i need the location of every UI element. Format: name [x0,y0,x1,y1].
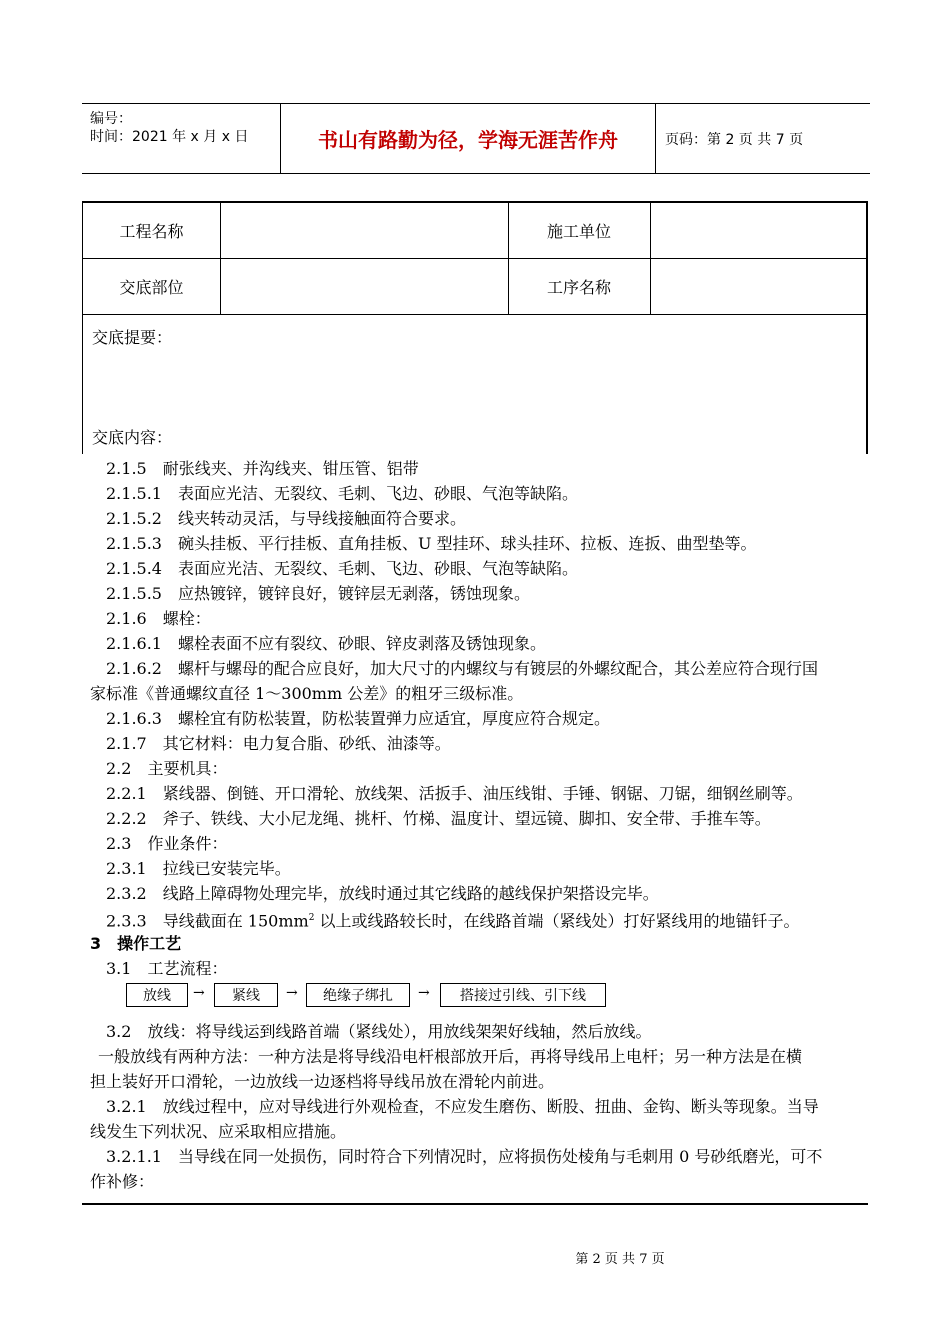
content-line: 2.1.6 螺栓： [106,609,211,628]
summary-label: 交底提要： [92,328,173,347]
content-line: 2.1.5.4 表面应光洁、无裂纹、毛刺、飞边、砂眼、气泡等缺陷。 [106,559,578,578]
content-label: 交底内容： [92,428,173,447]
content-line: 担上装好开口滑轮，一边放线一边逐档将导线吊放在滑轮内前进。 [90,1072,555,1091]
handover-content [90,456,860,1194]
handover-table [82,201,868,454]
date-label: 时间：2021 年 x 月 x 日 [90,129,249,145]
handover-part-value[interactable] [221,259,508,314]
header-page-cell [655,104,870,173]
content-line: 2.1.5 耐张线夹、并沟线夹、钳压管、铝带 [106,459,419,478]
content-line: 一般放线有两种方法：一种方法是将导线沿电杆根部放开后，再将导线吊上电杆；另一种方法是在横 [98,1047,803,1066]
process-flow [90,981,860,1015]
content-line [90,906,860,931]
bottom-rule [82,1203,868,1205]
content-line: 2.3.1 拉线已安装完毕。 [106,859,291,878]
page-info: 页码：第 2 页 共 7 页 [665,131,804,148]
page-footer: 第 2 页 共 7 页 [575,1252,665,1267]
content-line: 2.1.7 其它材料：电力复合脂、砂纸、油漆等。 [106,734,451,753]
superscript: 2 [308,913,315,923]
content-line: 2.1.6.3 螺栓宜有防松装置，防松装置弹力应适宜，厚度应符合规定。 [106,709,610,728]
content-line: 2.3.2 线路上障碍物处理完毕，放线时通过其它线路的越线保护架搭设完毕。 [106,884,659,903]
construction-unit-label: 施工单位 [546,222,611,241]
content-line: 2.2 主要机具： [106,759,228,778]
page-header [82,103,870,174]
section-heading: 3 操作工艺 [90,934,182,953]
content-line: 2.1.5.5 应热镀锌，镀锌良好，镀锌层无剥落，锈蚀现象。 [106,584,530,603]
header-meta [82,104,280,173]
content-line: 2.1.6.1 螺栓表面不应有裂纹、砂眼、锌皮剥落及锈蚀现象。 [106,634,546,653]
construction-unit-value[interactable] [651,203,867,258]
arrow-right-icon: → [193,985,205,1001]
content-line: 家标准《普通螺纹直径 1～300mm 公差》的粗牙三级标准。 [90,684,524,703]
flow-step-1: 放线 [126,983,188,1007]
header-motto-cell [280,104,656,173]
content-line: 2.1.5.3 碗头挂板、平行挂板、直角挂板、U 型挂环、球头挂环、拉板、连扳、曲型垫等。 [106,534,757,553]
project-name-value[interactable] [221,203,508,258]
flow-step-4: 搭接过引线、引下线 [440,983,606,1007]
process-name-value[interactable] [651,259,867,314]
content-line: 作补修： [90,1172,155,1191]
handover-part-label: 交底部位 [119,278,184,297]
content-line: 2.1.5.2 线夹转动灵活，与导线接触面符合要求。 [106,509,466,528]
flow-step-2: 紧线 [214,983,278,1007]
content-text: 以上或线路较长时，在线路首端（紧线处）打好紧线用的地锚钎子。 [314,911,800,931]
content-line: 2.1.5.1 表面应光洁、无裂纹、毛刺、飞边、砂眼、气泡等缺陷。 [106,484,578,503]
content-text: 2.3.3 导线截面在 150mm [106,911,309,931]
motto: 书山有路勤为径，学海无涯苦作舟 [318,128,618,152]
content-line: 3.2.1 放线过程中，应对导线进行外观检查，不应发生磨伤、断股、扭曲、金钩、断头等现象。当导 [106,1097,819,1116]
number-label: 编号： [90,111,132,127]
process-name-label: 工序名称 [546,278,611,297]
content-line: 3.2.1.1 当导线在同一处损伤，同时符合下列情况时，应将损伤处棱角与毛刺用 0 号砂纸磨光，可不 [106,1147,823,1166]
flow-step-3: 绝缘子绑扎 [306,983,410,1007]
content-line: 3.2 放线：将导线运到线路首端（紧线处），用放线架架好线轴，然后放线。 [106,1022,652,1041]
content-line: 线发生下列状况、应采取相应措施。 [90,1122,347,1141]
arrow-right-icon: → [418,985,430,1001]
content-line: 2.2.2 斧子、铁线、大小尼龙绳、挑杆、竹梯、温度计、望远镜、脚扣、安全带、手推车等。 [106,809,771,828]
content-line: 3.1 工艺流程： [106,959,228,978]
content-line: 2.3 作业条件： [106,834,228,853]
arrow-right-icon: → [286,985,298,1001]
content-line: 2.2.1 紧线器、倒链、开口滑轮、放线架、活扳手、油压线钳、手锤、钢锯、刀锯，细钢丝刷等。 [106,784,803,803]
project-name-label: 工程名称 [119,222,184,241]
content-line: 2.1.6.2 螺杆与螺母的配合应良好，加大尺寸的内螺纹与有镀层的外螺纹配合，其公差应符合现行国 [106,659,818,678]
